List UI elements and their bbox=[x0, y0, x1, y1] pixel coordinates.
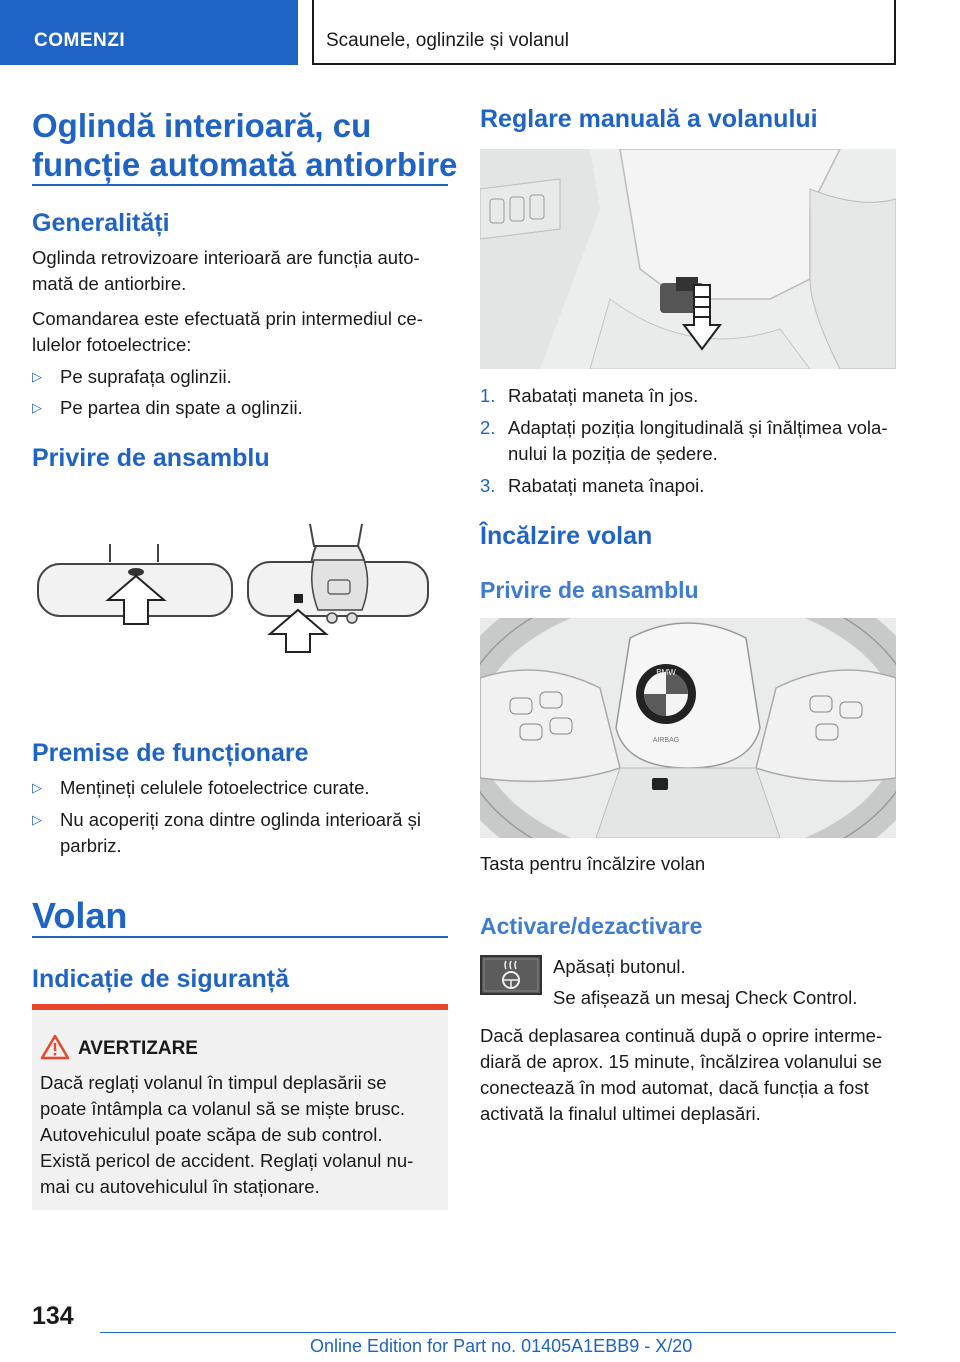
airbag-label-text: AIRBAG bbox=[652, 737, 680, 744]
heading-rule bbox=[32, 184, 448, 186]
bullet-triangle-icon: ▷ bbox=[32, 400, 42, 415]
heading-overview-heating: Privire de ansamblu bbox=[480, 577, 699, 603]
bullet-item bbox=[32, 774, 370, 802]
bullet-text: Pe partea din spate a oglinzii. bbox=[60, 397, 303, 418]
step-text: Rabatați maneta înapoi. bbox=[508, 475, 705, 496]
heading-premise: Premise de funcționare bbox=[32, 739, 309, 767]
bullet-item bbox=[32, 363, 232, 391]
bullet-text-cont: parbriz. bbox=[60, 835, 122, 856]
header-chapter-label: Scaunele, oglinzile și volanul bbox=[326, 30, 569, 51]
heading-volan: Volan bbox=[32, 895, 128, 936]
footer-edition: Online Edition for Part no. 01405A1EBB9 - X/20 bbox=[310, 1336, 693, 1356]
general-text-2a: Comandarea este efectuată prin intermediul ce- bbox=[32, 308, 423, 329]
step-item bbox=[480, 472, 704, 500]
warning-body bbox=[40, 1070, 436, 1200]
info-text-line: diară de aprox. 15 minute, încălzirea volanului se bbox=[480, 1051, 883, 1072]
warning-line: Dacă reglați volanul în timpul deplasării se bbox=[40, 1072, 387, 1093]
footer-rule bbox=[100, 1332, 896, 1333]
activate-text-2: Se afișează un mesaj Check Control. bbox=[553, 987, 858, 1008]
bullet-text: Nu acoperiți zona dintre oglinda interioară și bbox=[60, 809, 421, 830]
header-section-tab bbox=[0, 0, 298, 65]
info-text-line: Dacă deplasarea continuă după o oprire interme- bbox=[480, 1025, 883, 1046]
page-number: 134 bbox=[32, 1302, 74, 1330]
heating-button-icon bbox=[480, 955, 542, 995]
general-text-2b: lulelor fotoelectrice: bbox=[32, 334, 192, 355]
bullet-item bbox=[32, 806, 421, 834]
steering-column-illustration bbox=[480, 149, 896, 369]
step-number: 3. bbox=[480, 475, 496, 496]
info-text-line: conectează în mod automat, dacă funcția a fost bbox=[480, 1077, 869, 1098]
heading-mirror-line1: Oglindă interioară, cu bbox=[32, 107, 372, 144]
header-chapter-box bbox=[312, 0, 896, 65]
warning-line: poate întâmpla ca volanul să se miște brusc. bbox=[40, 1098, 406, 1119]
info-text-line: activată la finalul ultimei deplasări. bbox=[480, 1103, 761, 1124]
step-item bbox=[480, 382, 698, 410]
step-number: 1. bbox=[480, 385, 496, 406]
header-section-label: COMENZI bbox=[34, 30, 126, 51]
bullet-item bbox=[32, 394, 303, 422]
bullet-text: Pe suprafața oglinzii. bbox=[60, 366, 232, 387]
warning-title: AVERTIZARE bbox=[78, 1038, 198, 1059]
wheel-logo-text: BMW bbox=[656, 668, 676, 677]
step-text: Adaptați poziția longitudinală și înălțimea vola- bbox=[508, 417, 888, 438]
warning-line: Există pericol de accident. Reglați volanul nu- bbox=[40, 1150, 414, 1171]
bullet-triangle-icon: ▷ bbox=[32, 812, 42, 827]
step-text: Rabatați maneta în jos. bbox=[508, 385, 699, 406]
steering-wheel-illustration bbox=[480, 618, 896, 838]
heading-general: Generalități bbox=[32, 209, 170, 237]
heading-safety: Indicație de siguranță bbox=[32, 965, 290, 993]
warning-triangle-icon bbox=[40, 1034, 70, 1065]
bullet-triangle-icon: ▷ bbox=[32, 369, 42, 384]
step-item bbox=[480, 414, 887, 442]
mirror-illustration bbox=[32, 510, 448, 720]
heading-manual-adjust: Reglare manuală a volanului bbox=[480, 105, 818, 133]
bullet-text: Mențineți celulele fotoelectrice curate. bbox=[60, 777, 370, 798]
activate-text-1: Apăsați butonul. bbox=[553, 956, 686, 977]
warning-line: mai cu autovehiculul în staționare. bbox=[40, 1176, 320, 1197]
general-text-1a: Oglinda retrovizoare interioară are funcția auto- bbox=[32, 247, 420, 268]
general-text-1b: mată de antiorbire. bbox=[32, 273, 187, 294]
heading-heating: Încălzire volan bbox=[480, 522, 653, 550]
bullet-triangle-icon: ▷ bbox=[32, 780, 42, 795]
warning-box bbox=[32, 1004, 448, 1210]
heading-rule bbox=[32, 936, 448, 938]
heading-overview-mirror: Privire de ansamblu bbox=[32, 444, 270, 472]
warning-line: Autovehiculul poate scăpa de sub control. bbox=[40, 1124, 383, 1145]
step-text-cont: nului la poziția de ședere. bbox=[508, 443, 718, 464]
step-number: 2. bbox=[480, 417, 496, 438]
heading-activate: Activare/dezactivare bbox=[480, 913, 703, 939]
wheel-caption: Tasta pentru încălzire volan bbox=[480, 853, 706, 874]
heading-mirror-line2: funcție automată antiorbire bbox=[32, 146, 458, 183]
